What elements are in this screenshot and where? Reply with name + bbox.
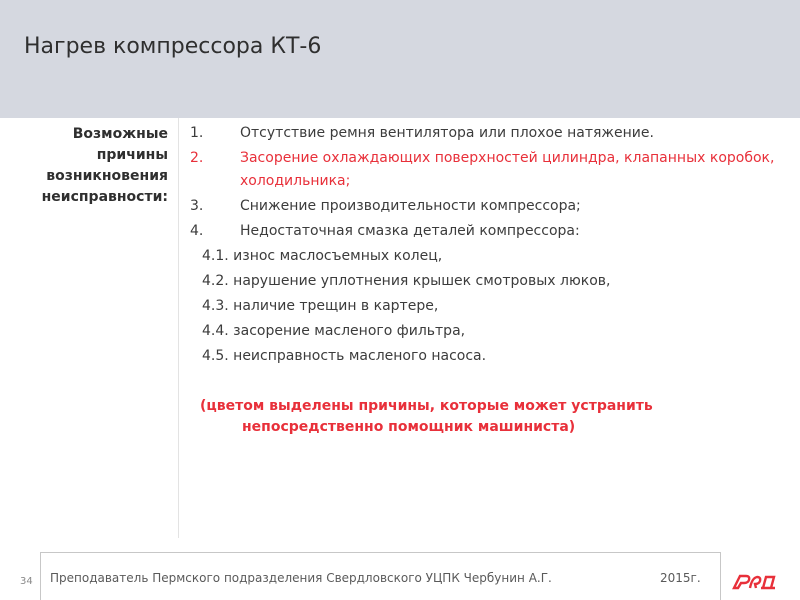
list-item [190, 122, 790, 145]
causes-list [190, 122, 790, 370]
footer-year: 2015г. [660, 571, 701, 585]
footer-divider-left [40, 552, 41, 600]
item-number: 1. [190, 125, 204, 141]
list-item [190, 195, 790, 218]
slide-header [0, 0, 800, 118]
footer-divider-right [720, 552, 721, 600]
note-line: (цветом выделены причины, которые может устранить [200, 398, 653, 414]
causes-label-line: возникновения [46, 168, 168, 184]
column-divider [178, 118, 179, 538]
causes-label-line: Возможные [72, 126, 168, 142]
causes-label-line: причины [96, 147, 168, 163]
note-line: непосредственно помощник машиниста) [242, 419, 576, 435]
sub-item: 4.3. наличие трещин в картере, [202, 298, 439, 314]
list-item [190, 220, 790, 243]
item-text: Снижение производительности компрессора; [240, 198, 581, 214]
item-number: 4. [190, 223, 204, 239]
sub-item: 4.1. износ маслосъемных колец, [202, 248, 443, 264]
footer-author: Преподаватель Пермского подразделения Свердловского УЦПК Чербунин А.Г. [50, 571, 552, 585]
sub-item: 4.5. неисправность масленого насоса. [202, 348, 487, 364]
highlight-note [200, 396, 790, 438]
causes-label [0, 124, 168, 208]
item-text: Отсутствие ремня вентилятора или плохое натяжение. [240, 125, 654, 141]
item-text: Недостаточная смазка деталей компрессора: [240, 223, 580, 239]
page-number: 34 [20, 576, 33, 587]
sub-item: 4.2. нарушение уплотнения крышек смотровых люков, [202, 273, 611, 289]
list-item-highlighted [190, 147, 790, 193]
sub-item: 4.4. засорение масленого фильтра, [202, 323, 466, 339]
footer-divider [40, 552, 720, 553]
item-number: 2. [190, 150, 204, 166]
item-number: 3. [190, 198, 204, 214]
causes-label-line: неисправности: [41, 189, 168, 205]
rzd-logo-icon [730, 570, 778, 592]
item-text: Засорение охлаждающих поверхностей цилиндра, клапанных коробок, холодильника; [240, 150, 775, 189]
slide-title: Нагрев компрессора КТ-6 [24, 34, 322, 59]
